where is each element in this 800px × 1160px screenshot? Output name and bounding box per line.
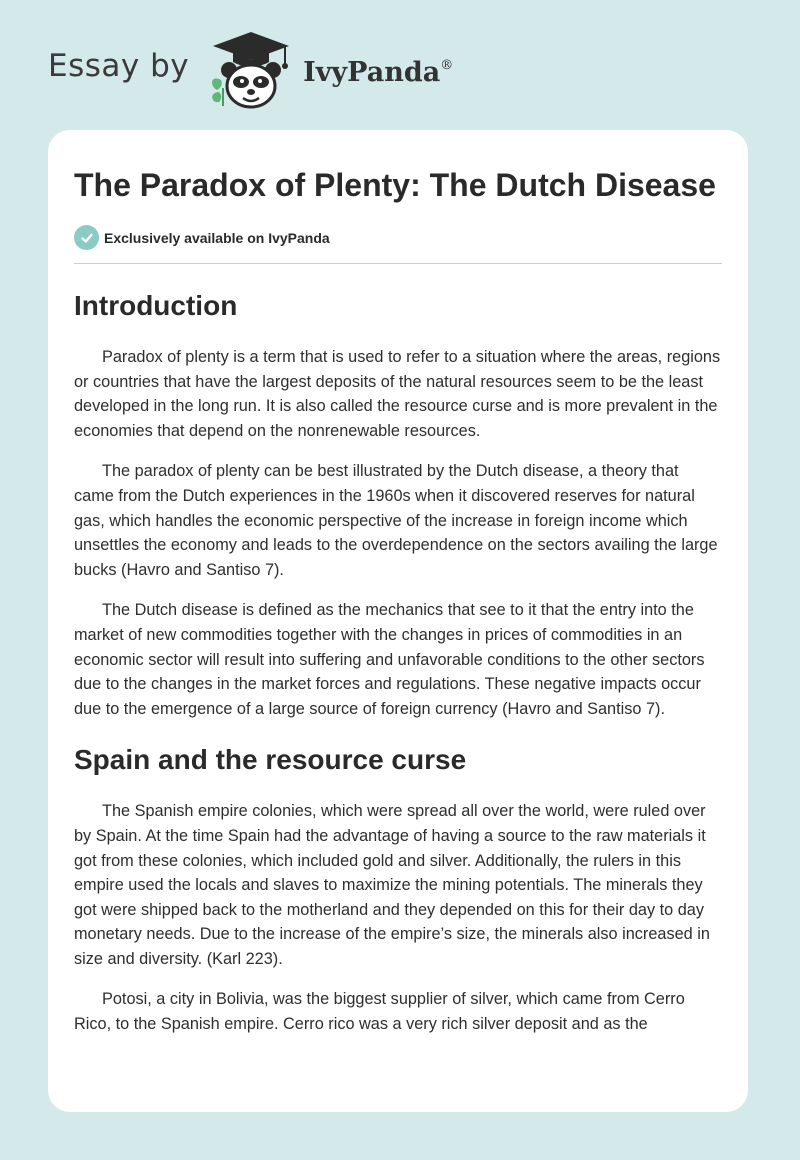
paragraph: Paradox of plenty is a term that is used to refer to a situation where the areas, regions or countries that have the largest deposits of the natural resources seem to be the least developed in the long run. It is also called the resource curse and is more prevalent in the economies that depend on the nonrenewable resources.: [74, 348, 721, 440]
brand-header[interactable]: [48, 30, 453, 110]
paragraph: Potosi, a city in Bolivia, was the biggest supplier of silver, which came from Cerro Rico, to the Spanish empire. Cerro rico was a very rich silver deposit and as the: [74, 990, 685, 1034]
section-heading-spain: Spain and the resource curse: [74, 744, 467, 776]
paragraph: The paradox of plenty can be best illustrated by the Dutch disease, a theory that came from the Dutch experiences in the 1960s when it discovered reserves for natural gas, which handles the economic perspective of the increase in foreign income which unsettles the economy and leads to the overdependence on the sectors availing the large bucks (Havro and Santiso 7).: [74, 462, 718, 579]
divider: [74, 263, 722, 264]
essay-by-label: Essay by: [48, 48, 190, 84]
section-heading-introduction: Introduction: [74, 290, 238, 321]
exclusive-badge-text: Exclusively available on IvyPanda: [104, 229, 330, 246]
exclusive-badge: [74, 225, 722, 250]
article-card: [48, 130, 748, 1112]
panda-graduation-cap-icon: [203, 30, 299, 110]
article-title: The Paradox of Plenty: The Dutch Disease: [74, 167, 716, 203]
registered-mark: ®: [440, 57, 454, 73]
check-icon: [74, 225, 99, 250]
brand-name: IvyPanda®: [303, 56, 454, 88]
paragraph: The Spanish empire colonies, which were spread all over the world, were ruled over by Spain. At the time Spain had the advantage of having a source to the raw materials it got from these colonies, which included gold and silver. Additionally, the rulers in this empire used the locals and slaves to maximize the mining potentials. The minerals they got were shipped back to the motherland and they depended on this for their day to day monetary needs. Due to the increase of the empire’s size, the minerals also increased in size and diversity. (Karl 223).: [74, 802, 710, 968]
paragraph: The Dutch disease is defined as the mechanics that see to it that the entry into the market of new commodities together with the changes in prices of commodities in an economic sector will result into suffering and unfavorable conditions to the other sectors due to the changes in the market forces and regulations. These negative impacts occur due to the emergence of a large source of foreign currency (Havro and Santiso 7).: [74, 601, 705, 718]
